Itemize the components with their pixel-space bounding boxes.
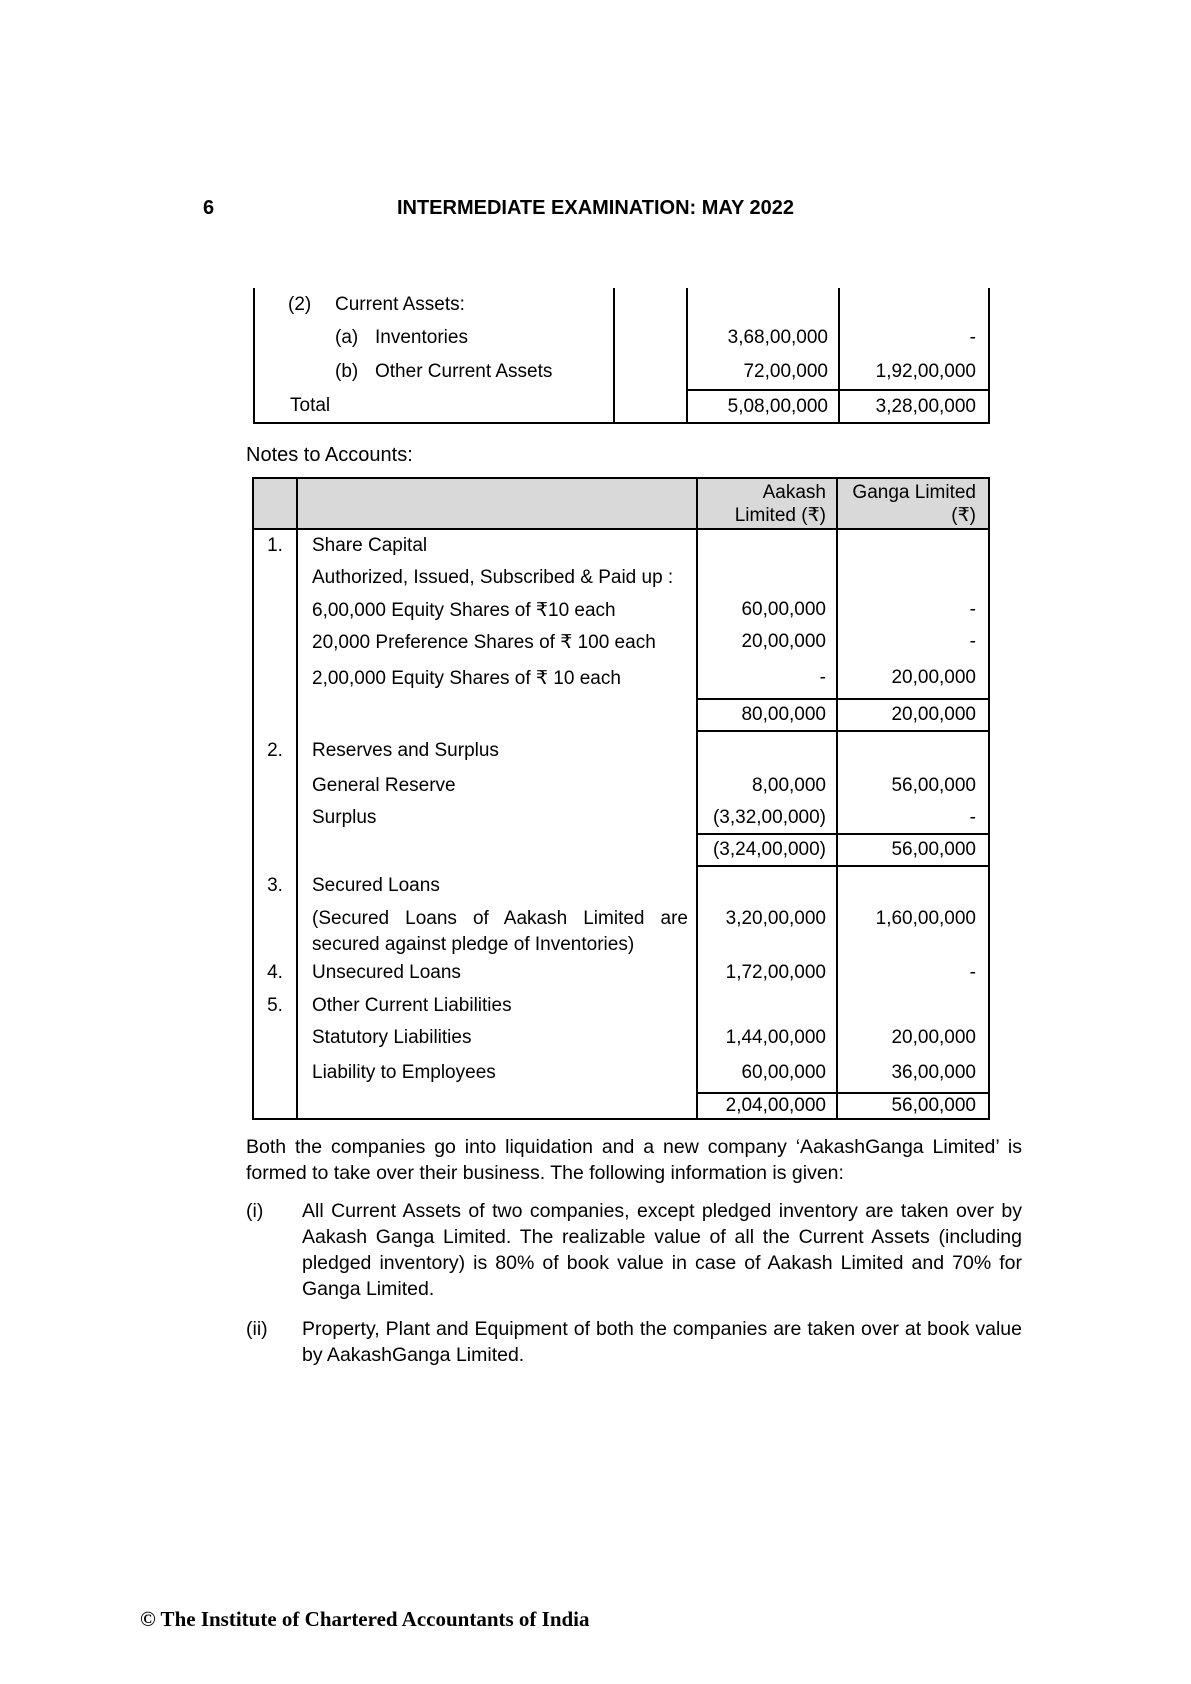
assets-table [253,288,990,424]
amount-ganga: 1,60,00,000 [875,908,976,929]
note-desc: Unsecured Loans [312,961,461,983]
amount-aakash: 80,00,000 [698,698,838,732]
footer-copyright: © The Institute of Chartered Accountants of India [140,1607,590,1631]
amount-aakash: (3,32,00,000) [698,802,838,833]
note-number [254,562,298,594]
amount-aakash: 1,72,00,000 [698,955,838,990]
table-header-row [254,479,988,530]
amount-aakash [698,990,838,1022]
amount-ganga: - [969,631,976,652]
gap-cell [615,354,688,389]
header-desc-cell [298,479,698,530]
item-text: Property, Plant and Equipment of both the companies are taken over at book value by AakashGanga Limited. [302,1318,1022,1366]
note-number [254,1092,298,1118]
amount-ganga: 20,00,000 [838,698,988,732]
note-desc: Authorized, Issued, Subscribed & Paid up : [312,567,674,588]
note-desc: 20,000 Preference Shares of ₹ 100 each [312,631,656,653]
table-row [255,354,988,389]
table-row [254,1022,988,1054]
amount-aakash: 1,44,00,000 [698,1022,838,1054]
intro-paragraph: Both the companies go into liquidation and a new company ‘AakashGanga Limited’ is formed to take over their business. The following information is given: [246,1136,1022,1184]
table-row [254,770,988,802]
row-label: Total [290,394,331,416]
amount-aakash: 60,00,000 [698,1054,838,1092]
table-row [254,802,988,833]
amount-aakash: (3,24,00,000) [698,833,838,867]
note-number [254,802,298,833]
note-desc: General Reserve [312,775,456,796]
note-number [254,626,298,658]
table-row [254,732,988,770]
table-row [254,1054,988,1092]
note-desc: Secured Loans [312,875,440,896]
note-number [254,770,298,802]
amount-aakash [698,530,838,562]
table-row-total [255,389,988,422]
table-row [254,905,988,955]
amount-ganga [838,867,988,905]
note-number: 4. [254,955,298,990]
list-item [246,1198,1022,1302]
gap-cell [615,321,688,354]
row-marker: (a) [335,326,359,348]
note-desc: 6,00,000 Equity Shares of ₹10 each [312,599,616,621]
col-header-aakash: Aakash Limited (₹) [698,479,838,530]
amount-aakash: 3,20,00,000 [698,905,838,958]
amount-aakash [698,867,838,905]
amount-ganga [838,530,988,562]
amount-ganga: - [969,599,976,620]
note-number: 5. [254,990,298,1022]
row-marker: (2) [288,293,312,315]
table-row [254,626,988,658]
amount-ganga: - [969,326,976,348]
note-number [254,905,298,958]
table-row-subtotal [254,833,988,867]
amount-aakash: 20,00,000 [698,626,838,658]
note-desc: Surplus [312,806,377,828]
note-desc: Liability to Employees [312,1062,496,1083]
note-desc: Share Capital [312,535,428,556]
amount-ganga: 56,00,000 [838,833,988,867]
conditions-list [246,1198,1022,1368]
item-marker: (ii) [246,1318,268,1340]
table-row [254,955,988,990]
amount-ganga: 20,00,000 [891,667,976,688]
header-number-cell [254,479,298,530]
note-number [254,658,298,698]
amount-ganga: - [969,806,976,828]
amount-aakash: 72,00,000 [688,354,840,389]
note-number [254,594,298,626]
note-desc: 2,00,000 Equity Shares of ₹ 10 each [312,667,621,689]
note-number [254,833,298,867]
amount-ganga: 1,92,00,000 [875,360,976,382]
note-desc: (Secured Loans of Aakash Limited are secured against pledge of Inventories) [312,908,688,955]
table-row [254,867,988,905]
table-row-subtotal [254,1092,988,1118]
row-label: Inventories [375,326,468,348]
amount-ganga [838,732,988,770]
page-number: 6 [203,197,215,219]
amount-aakash [688,288,840,321]
note-number [254,1022,298,1054]
row-label: Current Assets: [335,293,465,315]
amount-aakash [698,562,838,594]
amount-aakash: 5,08,00,000 [688,389,840,422]
item-marker: (i) [246,1200,264,1222]
table-row [254,990,988,1022]
table-row [254,658,988,698]
amount-ganga: 3,28,00,000 [840,389,988,422]
amount-ganga: 36,00,000 [891,1062,976,1083]
table-row [254,594,988,626]
note-number: 3. [254,867,298,905]
amount-aakash [698,732,838,770]
table-row [254,562,988,594]
notes-table [252,477,990,1120]
note-desc: Statutory Liabilities [312,1027,472,1048]
note-number [254,698,298,732]
amount-aakash: 60,00,000 [698,594,838,626]
gap-cell [615,288,688,321]
col-header-ganga: Ganga Limited (₹) [838,479,988,530]
table-row [255,288,988,321]
table-row-subtotal [254,698,988,732]
note-number: 2. [254,732,298,770]
amount-ganga [838,562,988,594]
amount-ganga: 56,00,000 [891,775,976,796]
list-item [246,1316,1022,1368]
gap-cell [615,389,688,422]
row-label: Other Current Assets [375,360,553,382]
amount-aakash: - [698,658,838,698]
amount-ganga: - [969,961,976,983]
table-row [254,530,988,562]
note-desc: Other Current Liabilities [312,995,512,1016]
amount-ganga: 20,00,000 [891,1027,976,1048]
page-title: INTERMEDIATE EXAMINATION: MAY 2022 [396,197,795,219]
row-marker: (b) [335,360,359,382]
amount-aakash: 2,04,00,000 [698,1092,838,1118]
amount-ganga [840,288,988,321]
amount-ganga [838,990,988,1022]
note-desc: Reserves and Surplus [312,740,499,761]
amount-aakash: 3,68,00,000 [688,321,840,354]
amount-aakash: 8,00,000 [698,770,838,802]
table-row [255,321,988,354]
item-text: All Current Assets of two companies, except pledged inventory are taken over by Aakash Ganga Limited. The realizable value of all the Current Assets (including pledged inventory) is 80% of book value in case of Aakash Limited and 70% for Ganga Limited. [302,1200,1022,1300]
note-number: 1. [254,530,298,562]
amount-ganga: 56,00,000 [838,1092,988,1118]
note-number [254,1054,298,1092]
notes-heading: Notes to Accounts: [246,444,413,466]
